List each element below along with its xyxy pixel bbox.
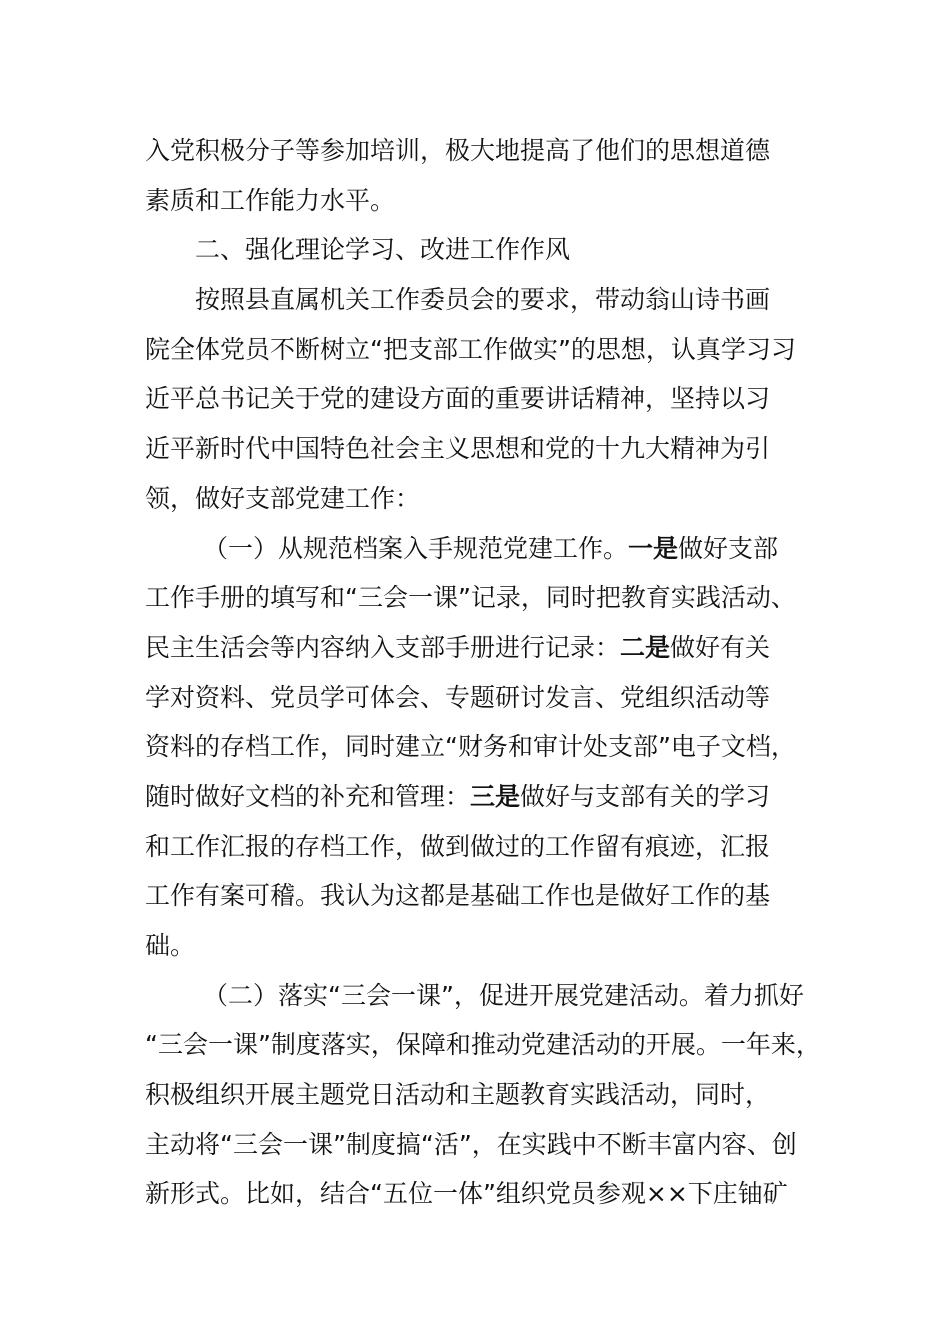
text-line: 资料的存档工作，同时建立“财务和审计处支部”电子文档， xyxy=(145,732,796,762)
section-heading: 二、强化理论学习、改进工作作风 xyxy=(195,235,571,265)
text-line: （二）落实“三会一课”，促进开展党建活动。着力抓好 xyxy=(203,980,804,1010)
text-line: 础。 xyxy=(145,931,196,960)
bold-marker: 二是 xyxy=(620,632,671,662)
bold-marker: 一是 xyxy=(628,533,679,563)
text-line: 近平新时代中国特色社会主义思想和党的十九大精神为引 xyxy=(145,434,771,464)
text-line: 工作有案可稽。我认为这都是基础工作也是做好工作的基 xyxy=(145,881,771,911)
text-line: 素质和工作能力水平。 xyxy=(145,185,396,215)
text-line: 近平总书记关于党的建设方面的重要讲话精神，坚持以习 xyxy=(145,384,771,414)
text-run: 随时做好文档的补充和管理： xyxy=(145,781,471,811)
text-line: 工作手册的填写和“三会一课”记录，同时把教育实践活动、 xyxy=(145,583,796,613)
text-line: 主动将“三会一课”制度搞“活”，在实践中不断丰富内容、创 xyxy=(145,1129,797,1159)
bold-marker: 三是 xyxy=(470,781,521,811)
text-line: 入党积极分子等参加培训，极大地提高了他们的思想道德 xyxy=(145,136,771,165)
text-line: 新形式。比如，结合“五位一体”组织党员参观××下庄铀矿 xyxy=(145,1179,788,1209)
text-line: 学对资料、党员学可体会、专题研讨发言、党组织活动等 xyxy=(145,682,771,712)
text-run: 做好与支部有关的学习 xyxy=(520,781,771,811)
text-run: （一）从规范档案入手规范党建工作。 xyxy=(203,533,629,563)
text-line xyxy=(145,623,825,673)
text-line: “三会一课”制度落实，保障和推动党建活动的开展。一年来， xyxy=(145,1030,821,1060)
text-line xyxy=(145,772,825,822)
text-line: 积极组织开展主题党日活动和主题教育实践活动，同时， xyxy=(145,1080,771,1110)
text-line: 和工作汇报的存档工作，做到做过的工作留有痕迹，汇报 xyxy=(145,831,771,861)
text-line xyxy=(145,524,825,574)
document-body xyxy=(145,126,825,1219)
text-line: 按照县直属机关工作委员会的要求，带动翁山诗书画 xyxy=(195,285,771,315)
text-line: 领，做好支部党建工作： xyxy=(145,483,421,513)
text-run: 做好支部 xyxy=(678,533,779,563)
text-line: 院全体党员不断树立“把支部工作做实”的思想，认真学习习 xyxy=(145,334,796,364)
text-run: 民主生活会等内容纳入支部手册进行记录： xyxy=(145,632,621,662)
text-run: 做好有关 xyxy=(670,632,771,662)
